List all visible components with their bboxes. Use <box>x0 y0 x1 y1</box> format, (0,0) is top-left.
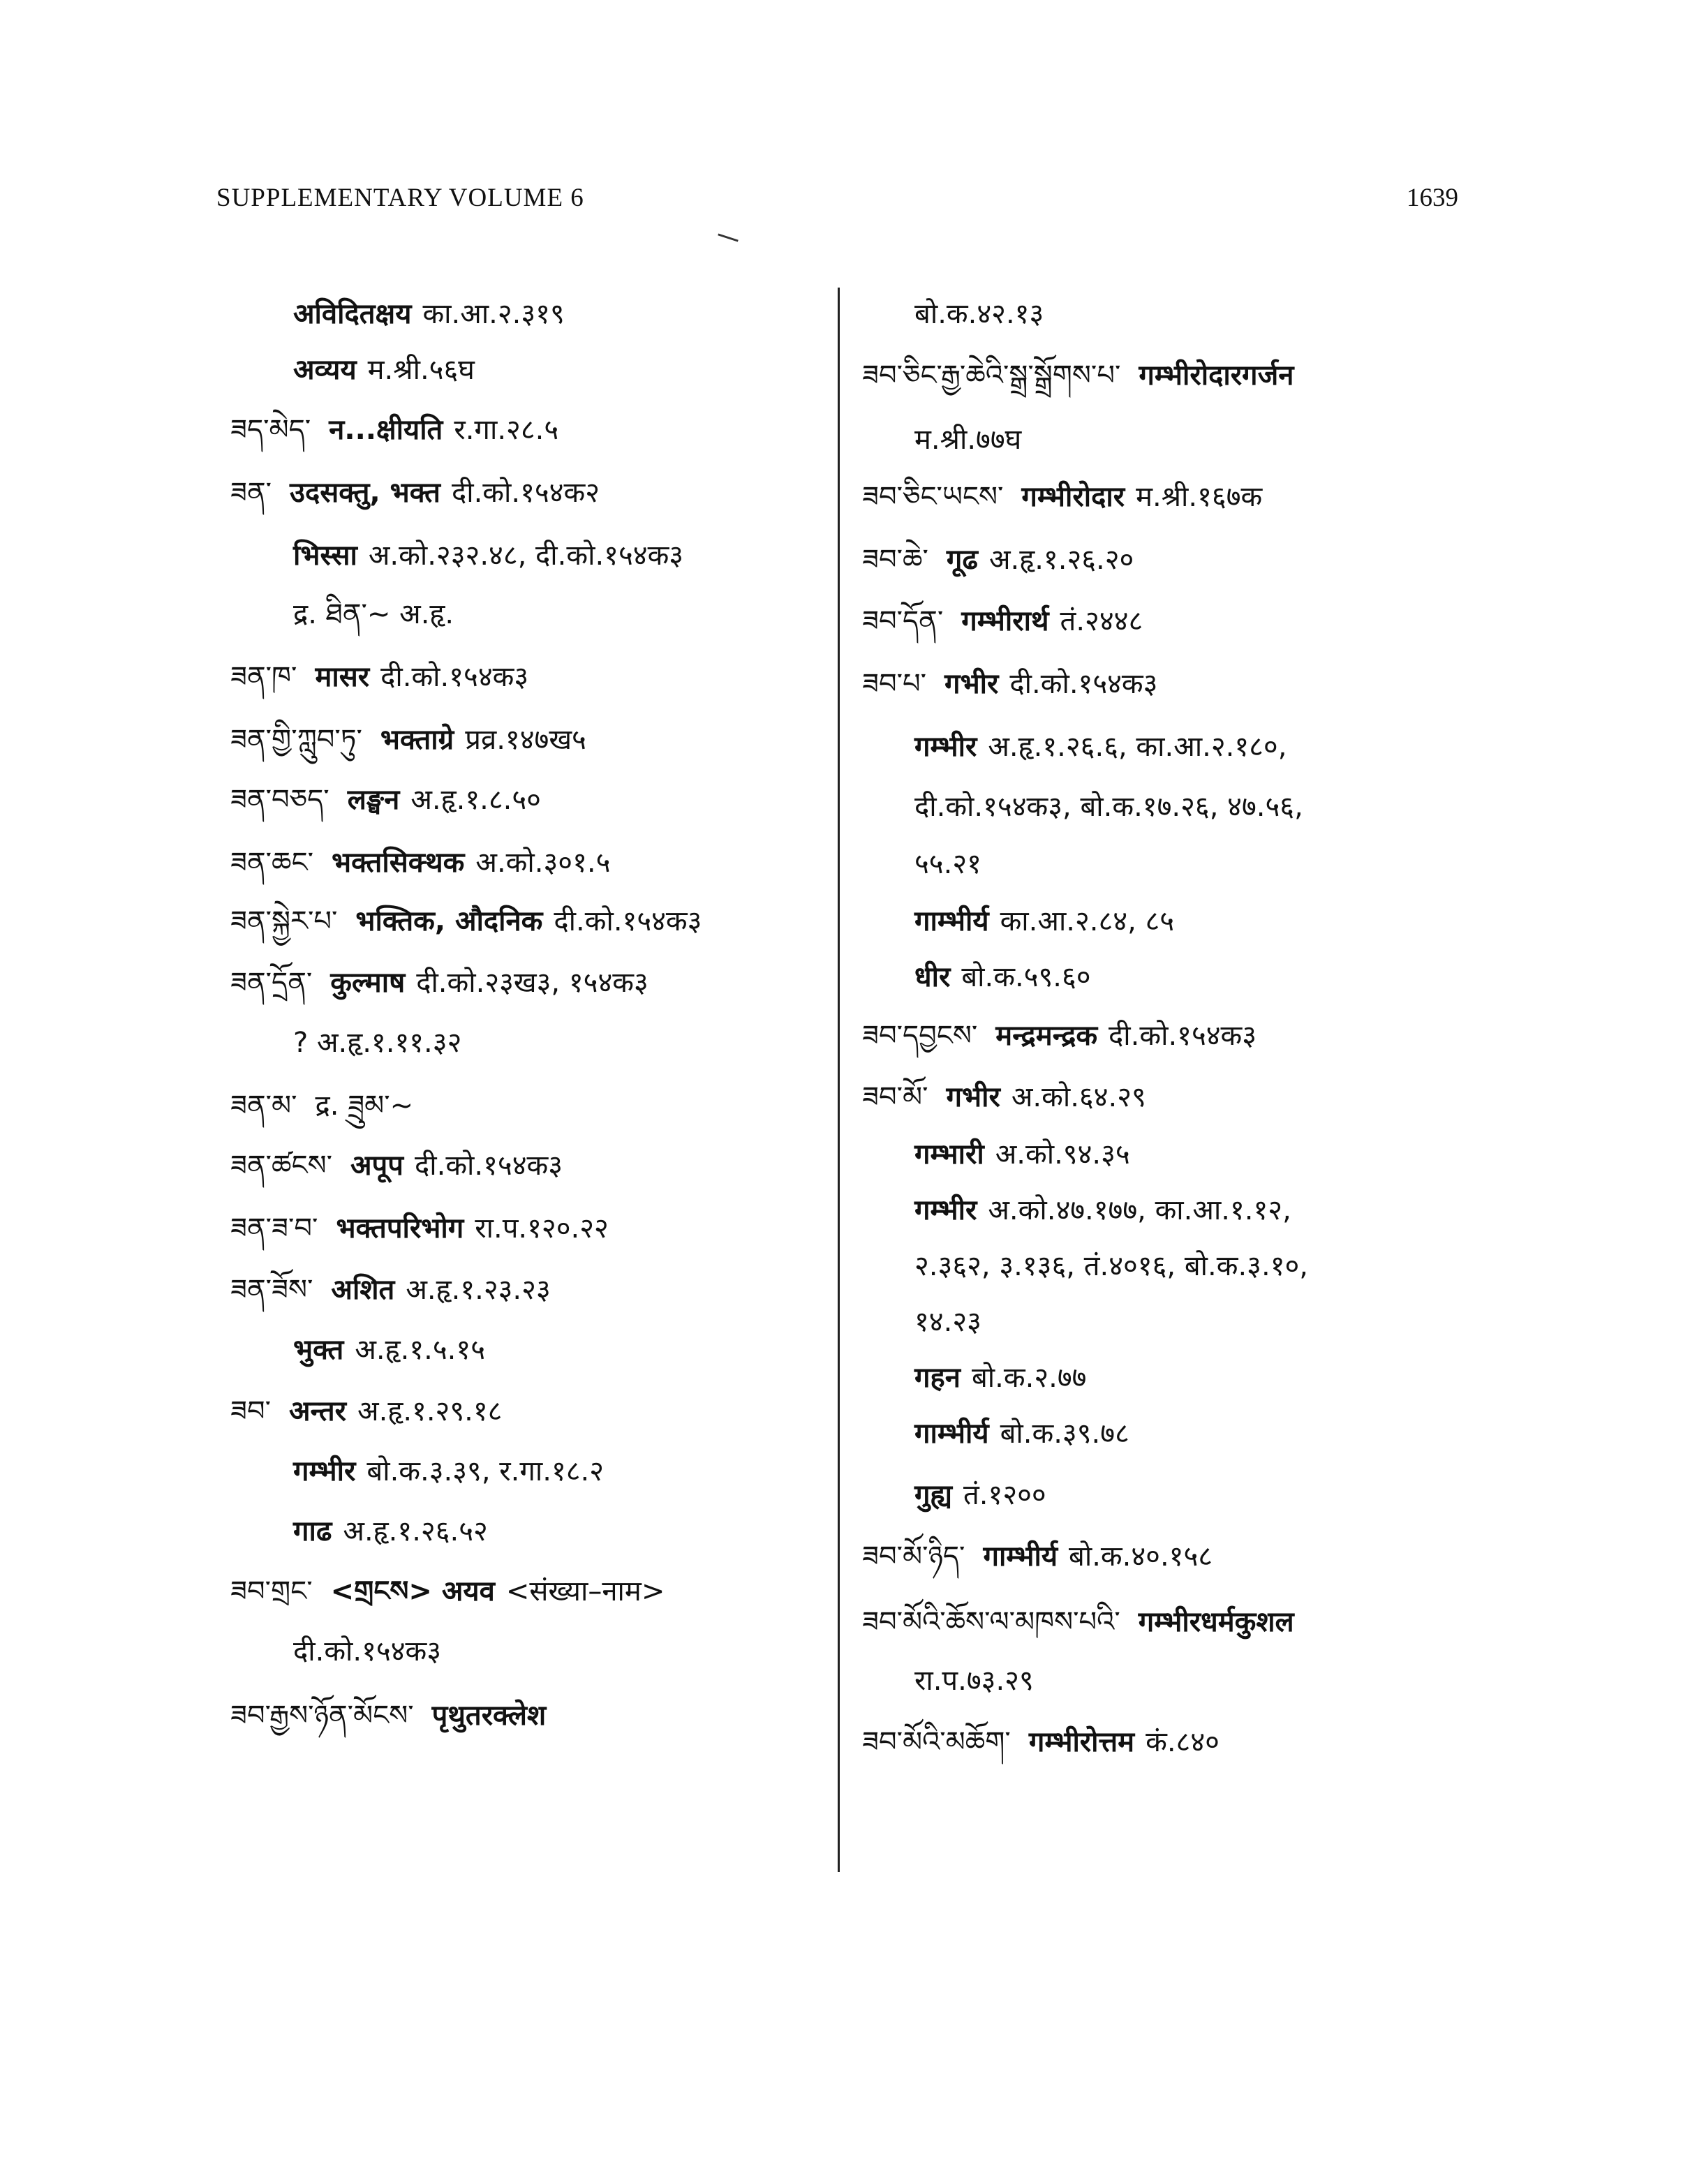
tibetan-headword: ཟབ་ཅིང་རྒྱ་ཆེའི་སྒྲ་སྒྲོགས་པ་ <box>862 359 1121 392</box>
entry-line <box>914 419 1021 461</box>
entry-line <box>230 900 702 942</box>
entry-line <box>914 293 1044 335</box>
entry-line <box>862 1601 1305 1643</box>
source-reference: कं.८४० <box>1146 1726 1220 1758</box>
sanskrit-equivalent: न...क्षीयति <box>329 414 443 446</box>
sanskrit-equivalent: गम्भीरधर्मकुशल <box>1138 1606 1294 1638</box>
tibetan-headword: ཟབ་དབྱངས་ <box>862 1020 978 1052</box>
source-reference: बो.क.५९.६० <box>961 961 1091 993</box>
sanskrit-equivalent: उदसक्तु, भक्त <box>290 477 440 509</box>
entry-line <box>862 600 1143 642</box>
source-reference: बो.क.३९.७८ <box>1000 1418 1129 1450</box>
source-reference: बो.क.३.३९, र.गा.१८.२ <box>366 1455 605 1487</box>
source-reference: दी.को.१५४क३, बो.क.१७.२६, ४७.५६, <box>914 791 1303 823</box>
running-header: SUPPLEMENTARY VOLUME 6 <box>216 184 584 212</box>
sanskrit-equivalent: कुल्माष <box>330 967 406 999</box>
sanskrit-equivalent: धीर <box>914 961 951 993</box>
source-reference: रा.प.७३.२९ <box>914 1665 1034 1697</box>
entry-line <box>862 355 1305 396</box>
tibetan-headword: ཟབ་རྒྱས་ཉོན་མོངས་ <box>230 1700 414 1732</box>
tibetan-headword: ཟབ་མོའི་ཆོས་ལ་མཁས་པའི་ <box>862 1606 1120 1638</box>
sanskrit-equivalent: अन्तर <box>289 1395 347 1427</box>
source-reference: अ.को.६४.२९ <box>1011 1081 1146 1113</box>
sanskrit-equivalent: गम्भीरार्थ <box>961 605 1049 637</box>
sanskrit-equivalent: अपूप <box>350 1150 403 1182</box>
entry-line <box>230 1145 563 1187</box>
sanskrit-equivalent: गभीर <box>944 668 999 700</box>
sanskrit-equivalent: मासर <box>315 661 370 693</box>
entry-line <box>862 663 1157 705</box>
source-reference: अ.हृ.१.२३.२३ <box>406 1274 551 1306</box>
entry-line <box>914 1134 1130 1175</box>
tibetan-headword: ཟབ་གྲང་ <box>230 1575 313 1607</box>
sanskrit-equivalent: भक्ताग्रे <box>380 724 454 756</box>
entry-line <box>293 1630 441 1672</box>
source-reference: १४.२३ <box>914 1306 981 1338</box>
tibetan-headword: ཟན་དྲོན་ <box>230 967 313 999</box>
sanskrit-equivalent: अव्यय <box>293 354 357 386</box>
entry-line <box>914 900 1174 942</box>
source-reference: का.आ.२.३१९ <box>422 298 565 330</box>
tibetan-headword: ཟན་ཁ་ <box>230 661 297 693</box>
entry-line <box>914 956 1091 998</box>
entry-line <box>230 1208 609 1249</box>
source-reference: दी.को.१५४क३ <box>554 905 702 937</box>
source-reference: दी.को.१५४क३ <box>380 661 529 693</box>
column-divider <box>838 288 840 1872</box>
source-reference: <संख्या–नाम> <box>505 1575 665 1607</box>
entry-line <box>293 593 454 635</box>
entry-line <box>862 1076 1146 1118</box>
tibetan-headword: ཟབ་དོན་ <box>862 605 944 637</box>
source-reference: अ.हृ.१.२६.५२ <box>343 1515 488 1547</box>
tibetan-headword: ཟབ་མོ་ <box>862 1081 928 1113</box>
source-reference: दी.को.२३ख३, १५४क३ <box>416 967 648 999</box>
entry-line <box>862 1536 1213 1577</box>
source-reference: का.आ.२.८४, ८५ <box>1000 905 1175 937</box>
sanskrit-equivalent: गहन <box>914 1362 961 1394</box>
entry-line <box>914 1245 1308 1287</box>
entry-line <box>230 1570 665 1612</box>
entry-line <box>293 1510 488 1552</box>
source-reference: अ.हृ.१.२९.१८ <box>357 1395 503 1427</box>
source-reference: तं.२४४८ <box>1060 605 1143 637</box>
entry-line <box>293 1450 604 1492</box>
tibetan-headword: ཟན་ཟོས་ <box>230 1274 313 1306</box>
entry-line <box>293 1022 461 1064</box>
source-reference: बो.क.२.७७ <box>971 1362 1087 1394</box>
entry-line <box>230 472 600 514</box>
source-reference: अ.को.३०१.५ <box>475 847 611 879</box>
source-reference: अ.को.९४.३५ <box>995 1138 1130 1171</box>
sanskrit-equivalent: गाम्भीर्य <box>914 1418 989 1450</box>
sanskrit-equivalent: गम्भारी <box>914 1138 984 1171</box>
entry-line <box>862 539 1134 581</box>
source-reference: अ.हृ.१.२६.६, का.आ.२.१८०, <box>988 731 1287 763</box>
source-reference: बो.क.४०.१५८ <box>1069 1540 1213 1573</box>
sanskrit-equivalent: गूढ <box>946 544 978 576</box>
tibetan-headword: ཟབ་པ་ <box>862 668 927 700</box>
entry-line <box>914 786 1303 828</box>
source-reference: अ.को.४७.१७७, का.आ.१.१२, <box>988 1194 1291 1226</box>
sanskrit-equivalent: गाम्भीर्य <box>914 905 989 937</box>
sanskrit-equivalent: <གྲངས> अयव <box>330 1575 495 1607</box>
source-reference: अ.हृ.१.२६.२० <box>988 544 1134 576</box>
entry-line <box>914 1301 981 1343</box>
sanskrit-equivalent: भक्तसिक्थक <box>332 847 465 879</box>
source-reference: द्र. ཟྲུམ་~ <box>315 1090 414 1122</box>
sanskrit-equivalent: गभीर <box>946 1081 1000 1113</box>
sanskrit-equivalent: गुह्य <box>914 1479 952 1511</box>
entry-line <box>230 409 558 451</box>
page-number: 1639 <box>1407 184 1458 212</box>
source-reference: दी.को.१५४क३ <box>415 1150 563 1182</box>
entry-line <box>914 1189 1291 1231</box>
entry-line <box>230 719 586 761</box>
source-reference: अ.हृ.१.५.१५ <box>355 1334 485 1366</box>
sanskrit-equivalent: गाम्भीर्य <box>983 1540 1058 1573</box>
tibetan-headword: ཟད་མེད་ <box>230 414 311 446</box>
source-reference: दी.को.१५४क३ <box>293 1635 442 1667</box>
stray-mark <box>718 233 738 242</box>
source-reference: २.३६२, ३.१३६, तं.४०१६, बो.क.३.१०, <box>914 1250 1309 1282</box>
source-reference: प्रव्र.१४७ख५ <box>465 724 586 756</box>
entry-line <box>914 843 981 885</box>
entry-line <box>230 656 528 698</box>
sanskrit-equivalent: गम्भीर <box>293 1455 356 1487</box>
tibetan-headword: ཟན་ཆང་ <box>230 847 313 879</box>
sanskrit-equivalent: गम्भीरोदार <box>1021 481 1125 513</box>
source-reference: तं.१२०० <box>963 1479 1046 1511</box>
tibetan-headword: ཟབ་མོ་ཉིད་ <box>862 1540 965 1573</box>
tibetan-headword: ཟན་ <box>230 477 272 509</box>
tibetan-headword: ཟབ་མོའི་མཆོག་ <box>862 1726 1011 1758</box>
source-reference: अ.हृ.१.८.५० <box>410 784 541 816</box>
sanskrit-equivalent: भक्तिक, औदनिक <box>355 905 543 937</box>
tibetan-headword: ཟན་ཟ་བ་ <box>230 1212 318 1245</box>
entry-line <box>862 1721 1220 1763</box>
entry-line <box>293 349 475 391</box>
source-reference: म.श्री.५६घ <box>367 354 475 386</box>
sanskrit-equivalent: भक्तपरिभोग <box>336 1212 464 1245</box>
entry-line <box>230 1269 551 1311</box>
entry-line <box>914 1413 1129 1455</box>
sanskrit-equivalent: लङ्घन <box>347 784 400 816</box>
sanskrit-equivalent: भिस्सा <box>293 540 357 572</box>
entry-line <box>230 1695 557 1737</box>
entry-line <box>293 1329 485 1371</box>
entry-line <box>230 779 541 821</box>
entry-line <box>293 293 565 335</box>
sanskrit-equivalent: अशित <box>331 1274 395 1306</box>
entry-line <box>914 1660 1034 1702</box>
entry-line <box>862 1015 1257 1057</box>
sanskrit-equivalent: पृथुतरक्लेश <box>431 1700 547 1732</box>
tibetan-headword: ཟན་སྐྱེར་པ་ <box>230 905 338 937</box>
tibetan-headword: ཟབ་ཅིང་ཡངས་ <box>862 481 1004 513</box>
entry-line <box>230 1390 502 1432</box>
tibetan-headword: ཟན་བཅད་ <box>230 784 329 816</box>
source-reference: म.श्री.७७घ <box>914 424 1022 456</box>
source-reference: ५५.२१ <box>914 848 981 880</box>
sanskrit-equivalent: गाढ <box>293 1515 332 1547</box>
source-reference: दी.को.१५४क३ <box>1109 1020 1257 1052</box>
source-reference: बो.क.४२.१३ <box>914 298 1044 330</box>
source-reference: दी.को.१५४क३ <box>1009 668 1158 700</box>
source-reference: द्र. ཐིན་~ अ.हृ. <box>293 598 454 630</box>
source-reference: रा.प.१२०.२२ <box>475 1212 609 1245</box>
tibetan-headword: ཟན་ཚངས་ <box>230 1150 332 1182</box>
tibetan-headword: ཟབ་ཆེ་ <box>862 544 928 576</box>
sanskrit-equivalent: गम्भीरोत्तम <box>1028 1726 1135 1758</box>
source-reference: र.गा.२८.५ <box>454 414 559 446</box>
entry-line <box>914 1357 1086 1399</box>
sanskrit-equivalent: गम्भीर <box>914 1194 977 1226</box>
tibetan-headword: ཟན་མ་ <box>230 1090 297 1122</box>
source-reference: ? अ.हृ.१.११.३२ <box>293 1027 462 1059</box>
source-reference: दी.को.१५४क२ <box>451 477 600 509</box>
entry-line <box>914 1474 1046 1516</box>
sanskrit-equivalent: भुक्त <box>293 1334 344 1366</box>
source-reference: म.श्री.१६७क <box>1136 481 1263 513</box>
entry-line <box>230 1085 413 1127</box>
sanskrit-equivalent: गम्भीरोदारगर्जन <box>1139 359 1294 392</box>
entry-line <box>230 842 610 884</box>
source-reference: अ.को.२३२.४८, दी.को.१५४क३ <box>368 540 684 572</box>
entry-line <box>293 535 683 577</box>
entry-line <box>862 476 1262 518</box>
entry-line <box>230 962 648 1004</box>
sanskrit-equivalent: मन्द्रमन्द्रक <box>995 1020 1098 1052</box>
tibetan-headword: ཟབ་ <box>230 1395 271 1427</box>
entry-line <box>914 726 1287 768</box>
tibetan-headword: ཟན་གྱི་ཀླུབ་ཏུ་ <box>230 724 362 756</box>
sanskrit-equivalent: अविदितक्षय <box>293 298 412 330</box>
sanskrit-equivalent: गम्भीर <box>914 731 977 763</box>
